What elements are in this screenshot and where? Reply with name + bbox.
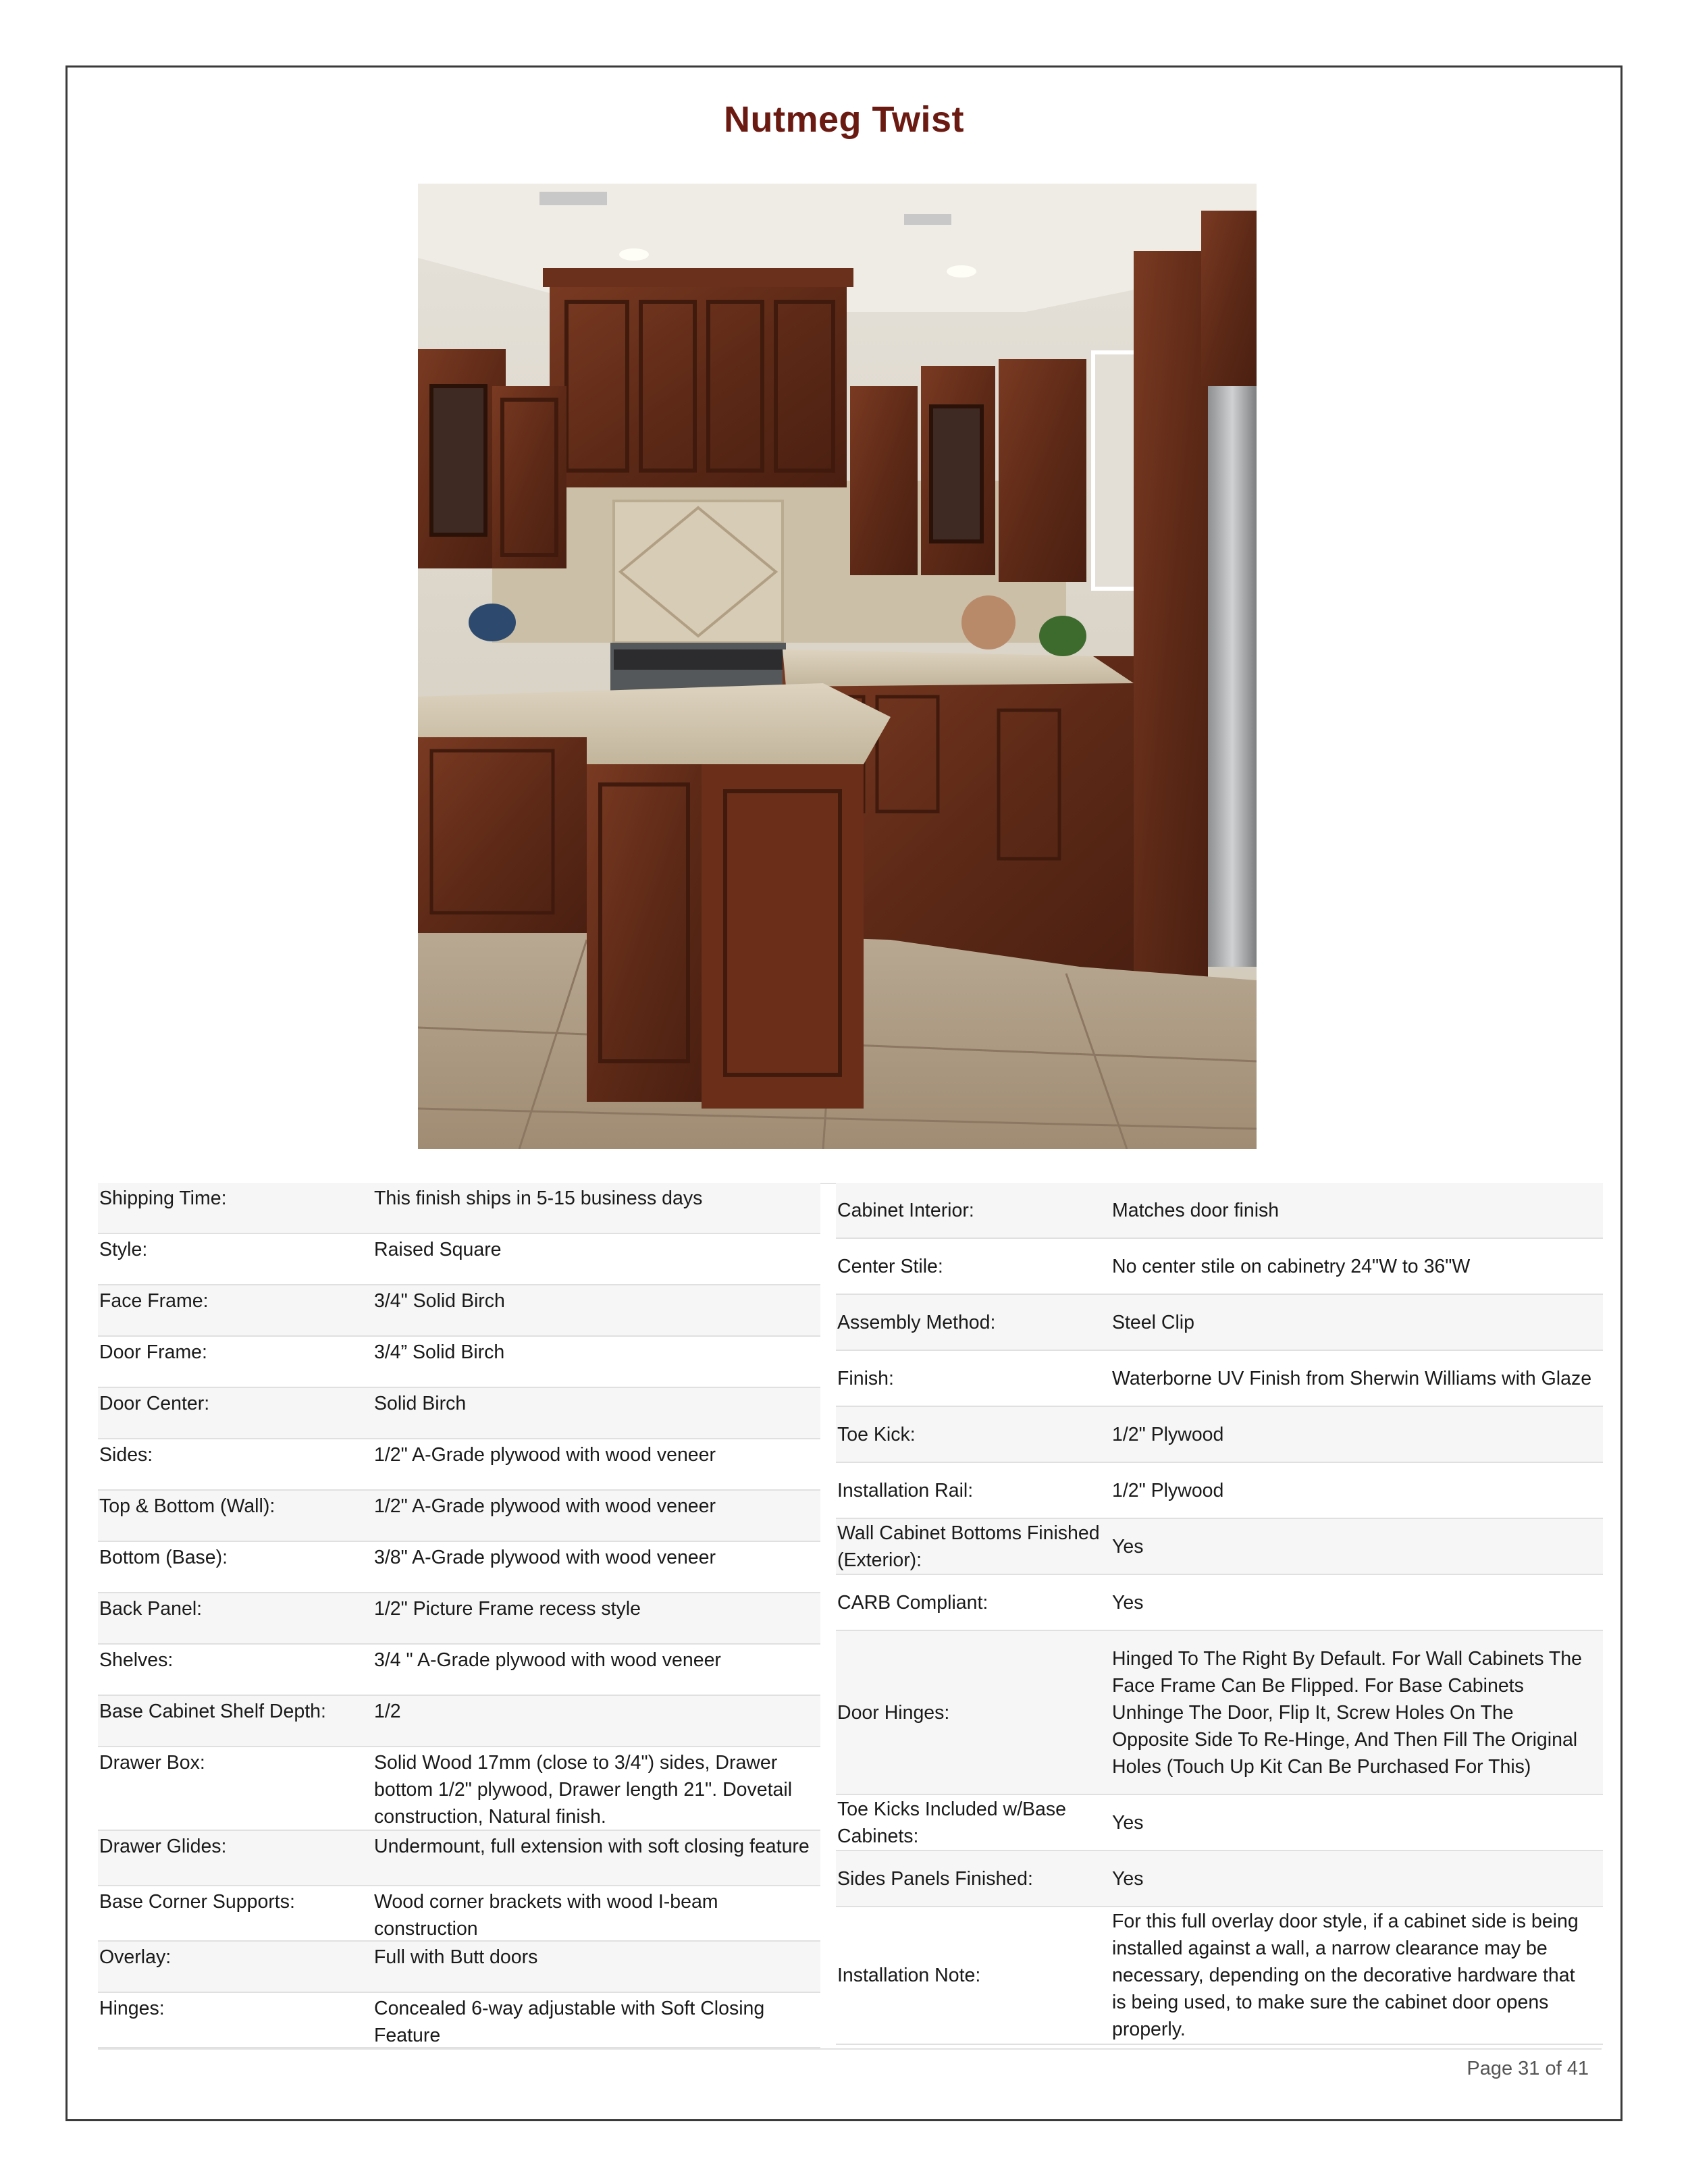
- spec-value: 1/2" A-Grade plywood with wood veneer: [374, 1444, 716, 1466]
- spec-label: Overlay:: [99, 1946, 172, 1968]
- spec-label: Installation Rail:: [837, 1479, 974, 1501]
- spec-label: Door Center:: [99, 1393, 210, 1414]
- spec-label: Face Frame:: [99, 1290, 209, 1312]
- spec-value: Matches door finish: [1112, 1199, 1280, 1221]
- table-row: [98, 1831, 820, 1886]
- spec-label: Center Stile:: [837, 1255, 943, 1277]
- spec-label: Door Hinges:: [837, 1701, 950, 1724]
- spec-value: 1/2" Plywood: [1112, 1479, 1224, 1501]
- table-row: [836, 1407, 1603, 1463]
- table-row: [836, 1183, 1603, 1239]
- spec-value: 1/2" A-Grade plywood with wood veneer: [374, 1495, 716, 1517]
- spec-label: Assembly Method:: [837, 1311, 996, 1333]
- spec-value: 1/2" Picture Frame recess style: [374, 1598, 641, 1620]
- spec-value: Yes: [1112, 1811, 1144, 1834]
- spec-value: Solid Birch: [374, 1393, 467, 1414]
- spec-value: Raised Square: [374, 1239, 502, 1260]
- table-row: [836, 1851, 1603, 1907]
- footer-divider: [98, 2048, 1602, 2050]
- table-row: [836, 1295, 1603, 1351]
- spec-value: Yes: [1112, 1591, 1144, 1614]
- page-number: Page 31 of 41: [1467, 2058, 1589, 2079]
- spec-label: Hinges:: [99, 1998, 165, 2019]
- table-row: [98, 1234, 820, 1285]
- table-row: [98, 1491, 820, 1542]
- spec-value: Waterborne UV Finish from Sherwin Williams with Glaze: [1112, 1367, 1592, 1389]
- spec-label: CARB Compliant:: [837, 1591, 988, 1614]
- table-row: [98, 1886, 820, 1942]
- spec-value: Yes: [1112, 1535, 1144, 1557]
- table-row: [98, 1696, 820, 1747]
- table-row: [98, 1542, 820, 1593]
- spec-label: Base Corner Supports:: [99, 1891, 295, 1913]
- table-row: [836, 1519, 1603, 1575]
- table-row: [836, 1795, 1603, 1851]
- table-row: [836, 1631, 1603, 1795]
- spec-value: Undermount, full extension with soft closing feature: [374, 1836, 810, 1857]
- spec-label: Sides Panels Finished:: [837, 1867, 1033, 1890]
- spec-value: Wood corner brackets with wood I-beam construction: [374, 1891, 718, 1940]
- spec-label: Shipping Time:: [99, 1188, 227, 1209]
- table-row: [836, 1907, 1603, 2045]
- table-row: [98, 1388, 820, 1439]
- spec-value: 3/4” Solid Birch: [374, 1341, 505, 1363]
- spec-label: Toe Kicks Included w/Base Cabinets:: [837, 1798, 1067, 1847]
- spec-value: 3/4" Solid Birch: [374, 1290, 505, 1312]
- spec-label: Finish:: [837, 1367, 894, 1389]
- spec-label: Sides:: [99, 1444, 153, 1466]
- spec-value: For this full overlay door style, if a cabinet side is being installed against a wall, a narrow clearance may be necessary, depending on the decorative hardware that is being used, to make sure the cabinet door opens properly.: [1112, 1911, 1579, 2040]
- spec-table-left: [98, 1183, 820, 2048]
- spec-label: Base Cabinet Shelf Depth:: [99, 1701, 326, 1722]
- table-row: [836, 1463, 1603, 1519]
- table-row: [98, 1183, 820, 1234]
- spec-value: 3/4 " A-Grade plywood with wood veneer: [374, 1649, 721, 1671]
- spec-value: Hinged To The Right By Default. For Wall Cabinets The Face Frame Can Be Flipped. For Base Cabinets Unhinge The Door, Flip It, Screw Holes On The Opposite Side To Re-Hinge, And Then Fill The Original Holes (Touch Up Kit Can Be Purchased For This): [1112, 1647, 1582, 1778]
- table-row: [836, 1351, 1603, 1407]
- spec-label: Door Frame:: [99, 1341, 207, 1363]
- spec-value: 3/8" A-Grade plywood with wood veneer: [374, 1547, 716, 1568]
- spec-label: Bottom (Base):: [99, 1547, 228, 1568]
- table-row: [98, 1942, 820, 1993]
- table-row: [98, 1439, 820, 1491]
- spec-label: Shelves:: [99, 1649, 174, 1671]
- spec-label: Drawer Box:: [99, 1752, 205, 1774]
- spec-value: Steel Clip: [1112, 1311, 1194, 1333]
- spec-value: Yes: [1112, 1867, 1144, 1890]
- spec-table-right: [836, 1183, 1603, 2045]
- table-row: [98, 1285, 820, 1337]
- table-row: [98, 1337, 820, 1388]
- spec-value: Solid Wood 17mm (close to 3/4") sides, Drawer bottom 1/2" plywood, Drawer length 21". Dovetail construction, Natural finish.: [374, 1752, 793, 1828]
- spec-label: Toe Kick:: [837, 1423, 916, 1445]
- spec-label: Top & Bottom (Wall):: [99, 1495, 275, 1517]
- spec-label: Back Panel:: [99, 1598, 203, 1620]
- spec-value: 1/2" Plywood: [1112, 1423, 1224, 1445]
- spec-value: Full with Butt doors: [374, 1946, 538, 1968]
- table-row: [98, 1747, 820, 1831]
- spec-label: Style:: [99, 1239, 148, 1260]
- spec-value: Concealed 6-way adjustable with Soft Closing Feature: [374, 1998, 765, 2046]
- spec-label: Drawer Glides:: [99, 1836, 227, 1857]
- table-row: [98, 1593, 820, 1645]
- kitchen-photo: [418, 184, 1257, 1149]
- spec-label: Cabinet Interior:: [837, 1199, 974, 1221]
- table-row: [98, 1993, 820, 2048]
- spec-value: No center stile on cabinetry 24"W to 36"W: [1112, 1255, 1471, 1277]
- page-title: Nutmeg Twist: [724, 99, 964, 140]
- spec-label: Installation Note:: [837, 1965, 981, 1986]
- spec-label: Wall Cabinet Bottoms Finished (Exterior):: [837, 1522, 1100, 1571]
- table-row: [836, 1239, 1603, 1295]
- spec-value: 1/2: [374, 1701, 401, 1722]
- spec-value: This finish ships in 5-15 business days: [374, 1188, 703, 1209]
- table-row: [98, 1645, 820, 1696]
- table-row: [836, 1575, 1603, 1631]
